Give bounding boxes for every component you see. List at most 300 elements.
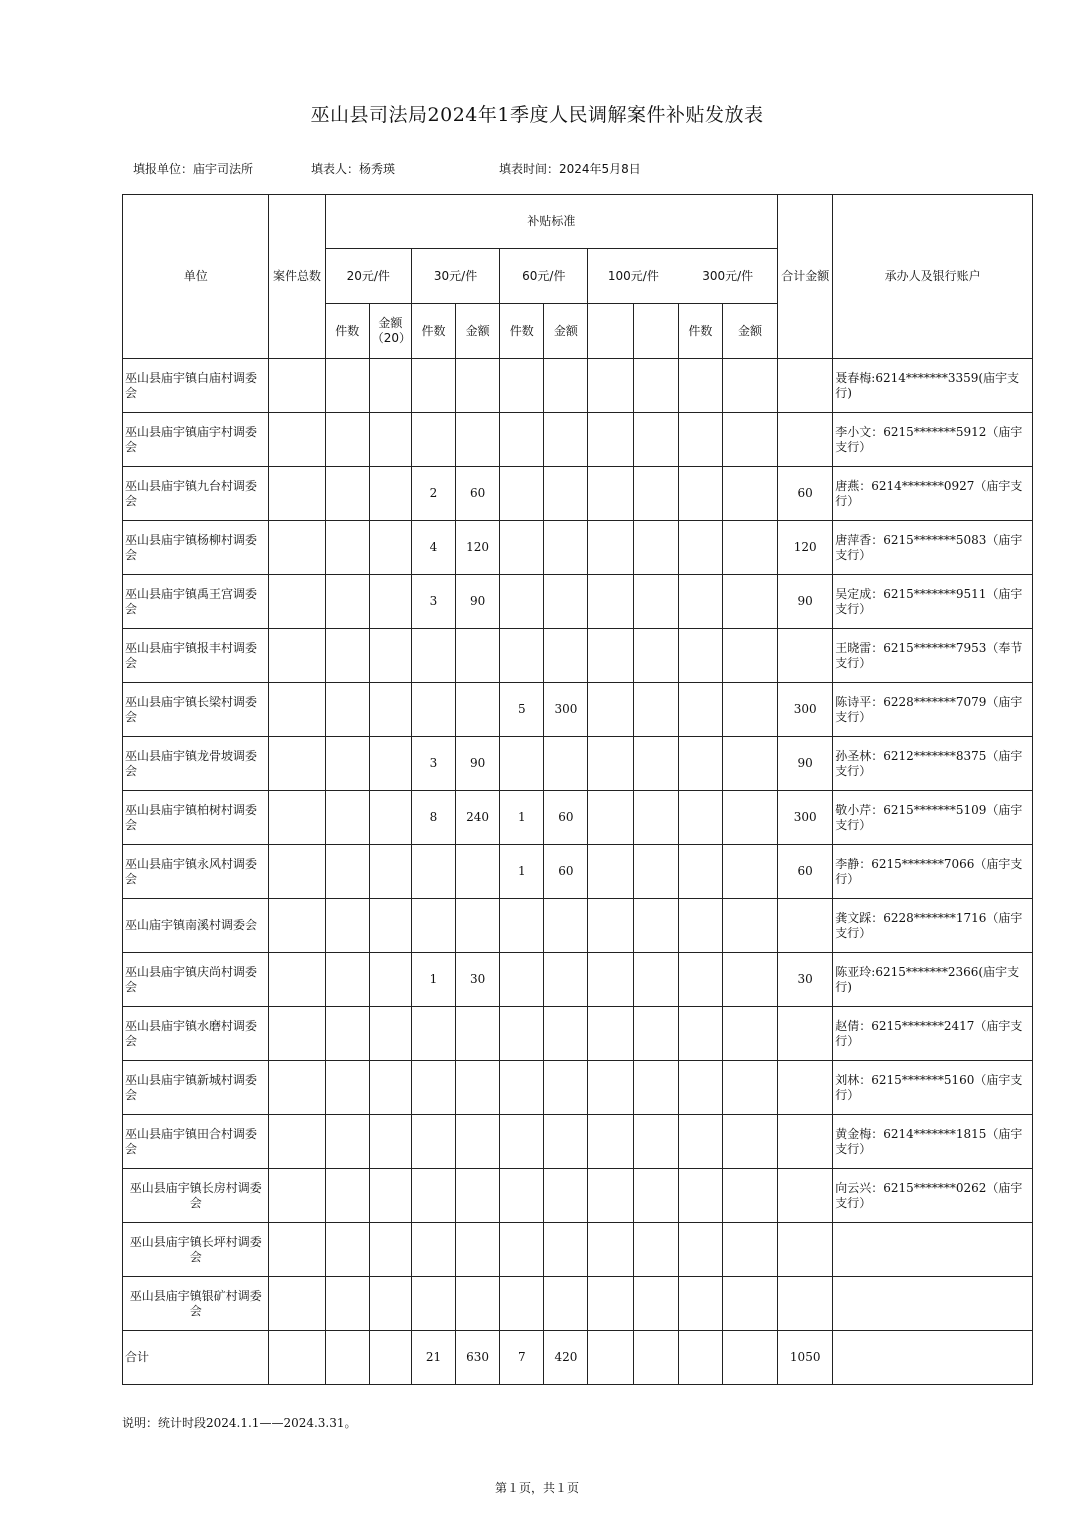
unit-cell: 巫山县庙宇镇长梁村调委会 [123,683,269,737]
header-standard: 补贴标准 [325,195,777,249]
header-total-amount: 合计金额 [778,195,833,359]
unit-cell: 巫山县庙宇镇报丰村调委会 [123,629,269,683]
page-footer: 第１页，共１页 [494,1481,579,1495]
c300-cell [678,791,722,845]
unit-cell: 巫山县庙宇镇柏树村调委会 [123,791,269,845]
c100-cell [588,1169,633,1223]
c300-cell [678,467,722,521]
c30-cell [411,1169,455,1223]
a100-cell [633,1277,678,1331]
total-cell [778,1115,833,1169]
a60-cell [544,1115,588,1169]
c100-cell [588,575,633,629]
a30-cell [456,1061,500,1115]
c30-cell [411,1277,455,1331]
a300-cell [722,683,777,737]
c30-cell [411,845,455,899]
a100-cell [633,791,678,845]
a20-cell [369,737,411,791]
c20-cell [325,683,369,737]
total-cell: 90 [778,737,833,791]
c20-cell [325,1115,369,1169]
c100-cell [588,1115,633,1169]
handler-bank-cell: 吴定成：6215*******9511（庙宇支行） [833,575,1033,629]
handler-bank-cell: 敬小芹：6215*******5109（庙宇支行） [833,791,1033,845]
c100-cell [588,791,633,845]
c100-cell [588,953,633,1007]
a100-cell [633,899,678,953]
c100-cell [588,629,633,683]
a30-cell [456,899,500,953]
subsidy-table [122,194,1033,1385]
handler-bank-cell [833,1223,1033,1277]
handler-bank-cell: 黄金梅：6214*******1815（庙宇支行） [833,1115,1033,1169]
a30-cell [456,1169,500,1223]
a60-cell: 300 [544,683,588,737]
a20-cell [369,359,411,413]
total-cell: 60 [778,845,833,899]
c20-cell [325,899,369,953]
total-cell [778,1169,833,1223]
a30-cell [456,1115,500,1169]
c30-cell [411,1223,455,1277]
header-tier-30: 30元/件 [411,249,499,304]
c20-cell [325,791,369,845]
cases-cell [269,1223,325,1277]
handler-bank-cell: 唐萍香：6215*******5083（庙宇支行） [833,521,1033,575]
handler-bank-cell: 聂春梅:6214*******3359(庙宇支行) [833,359,1033,413]
a20-cell [369,413,411,467]
c60-cell: 1 [500,845,544,899]
total-cell: 120 [778,521,833,575]
a300-cell [722,1277,777,1331]
c30-cell [411,413,455,467]
a100-cell [633,953,678,1007]
a300-cell [722,467,777,521]
a300-cell [722,1223,777,1277]
a30-cell: 90 [456,737,500,791]
header-amount-300: 金额 [722,304,777,359]
c20-cell [325,845,369,899]
c30-cell: 2 [411,467,455,521]
cases-cell [269,359,325,413]
handler-bank-cell [833,1277,1033,1331]
c30-cell: 8 [411,791,455,845]
a100-cell [633,575,678,629]
a100-cell [633,467,678,521]
a60-cell [544,629,588,683]
cases-cell [269,1277,325,1331]
c30-cell [411,683,455,737]
handler-bank-cell: 孙圣林：6212*******8375（庙宇支行） [833,737,1033,791]
c100-cell [588,683,633,737]
cases-cell [269,413,325,467]
table-row [123,953,1033,1007]
header-tier-300: 300元/件 [678,249,777,304]
c100-cell [588,1007,633,1061]
c30-cell [411,1007,455,1061]
cases-cell [269,845,325,899]
a60-cell [544,359,588,413]
a20-cell [369,575,411,629]
unit-cell: 巫山县庙宇镇田合村调委会 [123,1115,269,1169]
c60-cell [500,1115,544,1169]
handler-bank-cell: 刘林：6215*******5160（庙宇支行） [833,1061,1033,1115]
c20-cell [325,1277,369,1331]
unit-cell: 巫山县庙宇镇庆尚村调委会 [123,953,269,1007]
unit-cell: 合计 [123,1331,269,1385]
a300-cell [722,845,777,899]
a30-cell: 90 [456,575,500,629]
a20-cell [369,1277,411,1331]
a100-cell [633,737,678,791]
header-unit: 单位 [123,195,269,359]
c60-cell: 5 [500,683,544,737]
c100-cell [588,845,633,899]
a300-cell [722,899,777,953]
table-row [123,1007,1033,1061]
c60-cell [500,1277,544,1331]
cases-cell [269,1061,325,1115]
handler-bank-cell: 龚文踩：6228*******1716（庙宇支行） [833,899,1033,953]
table-body [123,195,1033,1385]
header-tier-100: 100元/件 [588,249,678,304]
unit-cell: 巫山县庙宇镇水磨村调委会 [123,1007,269,1061]
a100-cell [633,413,678,467]
table-row [123,629,1033,683]
handler-bank-cell: 赵倩：6215*******2417（庙宇支行） [833,1007,1033,1061]
handler-bank-cell [833,1331,1033,1385]
header-count-30: 件数 [411,304,455,359]
a100-cell [633,629,678,683]
c100-cell [588,737,633,791]
total-cell: 60 [778,467,833,521]
c20-cell [325,575,369,629]
c20-cell [325,1061,369,1115]
a20-cell [369,845,411,899]
a60-cell: 60 [544,845,588,899]
c20-cell [325,1007,369,1061]
a20-cell [369,1061,411,1115]
c20-cell [325,1169,369,1223]
total-cell: 1050 [778,1331,833,1385]
handler-bank-cell: 向云兴：6215*******0262（庙宇支行） [833,1169,1033,1223]
a100-cell [633,1061,678,1115]
a100-cell [633,845,678,899]
c100-cell [588,359,633,413]
c60-cell [500,467,544,521]
c300-cell [678,575,722,629]
c300-cell [678,359,722,413]
c300-cell [678,737,722,791]
c30-cell: 3 [411,575,455,629]
a20-cell [369,1169,411,1223]
a300-cell [722,1061,777,1115]
c30-cell: 1 [411,953,455,1007]
c300-cell [678,683,722,737]
c30-cell [411,899,455,953]
a20-cell [369,683,411,737]
c30-cell: 3 [411,737,455,791]
header-count-100 [588,304,633,359]
a100-cell [633,359,678,413]
cases-cell [269,737,325,791]
header-amount-100 [633,304,678,359]
c100-cell [588,1331,633,1385]
a30-cell [456,359,500,413]
cases-cell [269,953,325,1007]
total-cell [778,1007,833,1061]
a30-cell: 30 [456,953,500,1007]
unit-cell: 巫山县庙宇镇九台村调委会 [123,467,269,521]
table-row [123,359,1033,413]
c30-cell [411,629,455,683]
a300-cell [722,953,777,1007]
a30-cell [456,845,500,899]
c60-cell [500,359,544,413]
a20-cell [369,629,411,683]
handler-bank-cell: 李小文：6215*******5912（庙宇支行） [833,413,1033,467]
c300-cell [678,899,722,953]
a30-cell: 120 [456,521,500,575]
unit-cell: 巫山县庙宇镇白庙村调委会 [123,359,269,413]
header-count-60: 件数 [500,304,544,359]
a30-cell [456,1223,500,1277]
unit-cell: 巫山县庙宇镇银矿村调委会 [123,1277,269,1331]
header-total-cases: 案件总数 [269,195,325,359]
c60-cell [500,1007,544,1061]
c60-cell [500,899,544,953]
header-handler: 承办人及银行账户 [833,195,1033,359]
c20-cell [325,413,369,467]
fill-date: 填表时间：2024年5月8日 [499,162,641,176]
table-row [123,845,1033,899]
c30-cell: 4 [411,521,455,575]
c300-cell [678,1277,722,1331]
c20-cell [325,737,369,791]
a30-cell [456,683,500,737]
table-row [123,791,1033,845]
a60-cell [544,413,588,467]
table-row [123,1061,1033,1115]
page-title: 巫山县司法局2024年1季度人民调解案件补贴发放表 [310,104,764,126]
c20-cell [325,629,369,683]
c60-cell [500,521,544,575]
c20-cell [325,953,369,1007]
total-cell: 30 [778,953,833,1007]
c300-cell [678,1169,722,1223]
a60-cell [544,1223,588,1277]
table-row [123,521,1033,575]
total-cell: 300 [778,683,833,737]
handler-bank-cell: 唐燕：6214*******0927（庙宇支行） [833,467,1033,521]
a60-cell [544,1007,588,1061]
a60-cell [544,899,588,953]
a300-cell [722,791,777,845]
cases-cell [269,791,325,845]
a30-cell [456,1277,500,1331]
a300-cell [722,1115,777,1169]
a300-cell [722,737,777,791]
c60-cell [500,1169,544,1223]
table-row [123,1223,1033,1277]
c60-cell [500,737,544,791]
a100-cell [633,1169,678,1223]
c60-cell [500,575,544,629]
cases-cell [269,629,325,683]
c30-cell [411,1061,455,1115]
a100-cell [633,521,678,575]
total-cell [778,1277,833,1331]
header-tier-60: 60元/件 [500,249,588,304]
cases-cell [269,1007,325,1061]
a300-cell [722,1331,777,1385]
a20-cell [369,791,411,845]
a20-cell [369,899,411,953]
a60-cell [544,1277,588,1331]
a60-cell [544,575,588,629]
table-row [123,683,1033,737]
a300-cell [722,413,777,467]
filler-name: 填表人：杨秀瑛 [311,162,396,176]
total-cell [778,1223,833,1277]
c100-cell [588,467,633,521]
total-cell [778,629,833,683]
c300-cell [678,521,722,575]
c300-cell [678,1115,722,1169]
c20-cell [325,1223,369,1277]
header-amount-20: 金额（20） [369,304,411,359]
header-tier-20: 20元/件 [325,249,411,304]
c100-cell [588,1223,633,1277]
a100-cell [633,1223,678,1277]
a20-cell [369,953,411,1007]
cases-cell [269,1115,325,1169]
a100-cell [633,1007,678,1061]
table-row [123,1277,1033,1331]
header-amount-30: 金额 [456,304,500,359]
total-cell [778,899,833,953]
a20-cell [369,1007,411,1061]
a60-cell [544,1169,588,1223]
a60-cell [544,521,588,575]
header-count-20: 件数 [325,304,369,359]
total-cell [778,1061,833,1115]
note: 说明：统计时段2024.1.1——2024.3.31。 [122,1416,357,1430]
unit-cell: 巫山县庙宇镇杨柳村调委会 [123,521,269,575]
c300-cell [678,1223,722,1277]
a300-cell [722,629,777,683]
handler-bank-cell: 李静：6215*******7066（庙宇支行） [833,845,1033,899]
a300-cell [722,1007,777,1061]
a30-cell [456,1007,500,1061]
cases-cell [269,683,325,737]
a60-cell [544,467,588,521]
c300-cell [678,953,722,1007]
cases-cell [269,1331,325,1385]
cases-cell [269,899,325,953]
unit-cell: 巫山庙宇镇南溪村调委会 [123,899,269,953]
total-cell [778,359,833,413]
a20-cell [369,1115,411,1169]
header-count-300: 件数 [678,304,722,359]
a60-cell: 60 [544,791,588,845]
table-row [123,467,1033,521]
a20-cell [369,467,411,521]
table-row [123,1115,1033,1169]
table-row [123,575,1033,629]
table-row [123,413,1033,467]
c20-cell [325,359,369,413]
table-row [123,899,1033,953]
c100-cell [588,899,633,953]
c60-cell: 7 [500,1331,544,1385]
unit-cell: 巫山县庙宇镇龙骨坡调委会 [123,737,269,791]
a30-cell [456,629,500,683]
c60-cell [500,629,544,683]
a30-cell: 240 [456,791,500,845]
c300-cell [678,845,722,899]
unit-cell: 巫山县庙宇镇新城村调委会 [123,1061,269,1115]
a60-cell [544,737,588,791]
unit-cell: 巫山县庙宇镇庙宇村调委会 [123,413,269,467]
a20-cell [369,1223,411,1277]
c300-cell [678,1061,722,1115]
c60-cell [500,953,544,1007]
c100-cell [588,1061,633,1115]
a60-cell [544,953,588,1007]
a60-cell: 420 [544,1331,588,1385]
a30-cell: 60 [456,467,500,521]
unit-cell: 巫山县庙宇镇长坪村调委会 [123,1223,269,1277]
a100-cell [633,683,678,737]
total-cell: 90 [778,575,833,629]
handler-bank-cell: 王晓雷：6215*******7953（奉节支行） [833,629,1033,683]
a20-cell [369,521,411,575]
c300-cell [678,413,722,467]
c20-cell [325,1331,369,1385]
a300-cell [722,359,777,413]
total-cell [778,413,833,467]
total-cell: 300 [778,791,833,845]
c100-cell [588,521,633,575]
a300-cell [722,1169,777,1223]
c300-cell [678,1331,722,1385]
c30-cell [411,1115,455,1169]
unit-cell: 巫山县庙宇镇禹王宫调委会 [123,575,269,629]
c30-cell: 21 [411,1331,455,1385]
c300-cell [678,1007,722,1061]
total-row [123,1331,1033,1385]
unit-cell: 巫山县庙宇镇永风村调委会 [123,845,269,899]
c60-cell [500,413,544,467]
c60-cell [500,1061,544,1115]
a300-cell [722,575,777,629]
cases-cell [269,1169,325,1223]
a100-cell [633,1115,678,1169]
c20-cell [325,467,369,521]
a30-cell: 630 [456,1331,500,1385]
cases-cell [269,467,325,521]
c60-cell [500,1223,544,1277]
c100-cell [588,1277,633,1331]
a60-cell [544,1061,588,1115]
table-row [123,737,1033,791]
a20-cell [369,1331,411,1385]
a30-cell [456,413,500,467]
c300-cell [678,629,722,683]
c20-cell [325,521,369,575]
